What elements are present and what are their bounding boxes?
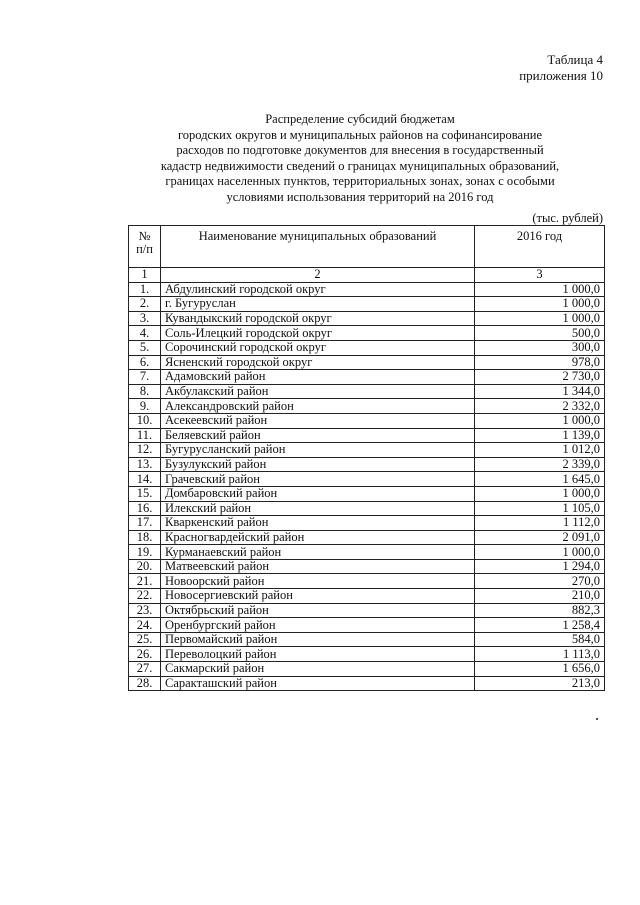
- table-row: [129, 384, 605, 399]
- table-row: [129, 501, 605, 516]
- amount: 1 105,0: [475, 501, 605, 516]
- municipality-name: Ясненский городской округ: [161, 355, 475, 370]
- municipality-name: Курманаевский район: [161, 545, 475, 560]
- amount: 2 091,0: [475, 530, 605, 545]
- table-row: [129, 428, 605, 443]
- amount: 1 258,4: [475, 618, 605, 633]
- row-number: 28.: [129, 676, 161, 691]
- table-row: [129, 311, 605, 326]
- table-row: [129, 647, 605, 662]
- row-number: 22.: [129, 589, 161, 604]
- units-label: (тыс. рублей): [532, 211, 603, 225]
- municipality-name: Абдулинский городской округ: [161, 282, 475, 297]
- header-name: Наименование муниципальных образований: [161, 226, 475, 268]
- table-row: [129, 355, 605, 370]
- table-row: [129, 618, 605, 633]
- appendix-header: [519, 52, 603, 84]
- municipality-name: Бузулукский район: [161, 457, 475, 472]
- municipality-name: Первомайский район: [161, 632, 475, 647]
- row-number: 11.: [129, 428, 161, 443]
- amount: 500,0: [475, 326, 605, 341]
- municipality-name: Октябрьский район: [161, 603, 475, 618]
- row-number: 6.: [129, 355, 161, 370]
- amount: 2 332,0: [475, 399, 605, 414]
- table-row: [129, 530, 605, 545]
- municipality-name: Акбулакский район: [161, 384, 475, 399]
- subsidy-table: [128, 225, 605, 691]
- row-number: 27.: [129, 662, 161, 677]
- index-row: [129, 268, 605, 283]
- header-year: 2016 год: [475, 226, 605, 268]
- amount: 1 012,0: [475, 443, 605, 458]
- row-number: 21.: [129, 574, 161, 589]
- municipality-name: Красногвардейский район: [161, 530, 475, 545]
- table-row: [129, 457, 605, 472]
- municipality-name: Кувандыкский городской округ: [161, 311, 475, 326]
- header-number: № п/п: [129, 226, 161, 268]
- title-line: границах населенных пунктов, территориальных зонах, зонах с особыми: [165, 174, 555, 188]
- municipality-name: Сорочинский городской округ: [161, 340, 475, 355]
- table-row: [129, 632, 605, 647]
- table-row: [129, 413, 605, 428]
- index-cell: 1: [129, 268, 161, 283]
- document-title: [130, 112, 590, 205]
- title-line: условиями использования территорий на 2016 год: [226, 189, 494, 204]
- municipality-name: Соль-Илецкий городской округ: [161, 326, 475, 341]
- row-number: 8.: [129, 384, 161, 399]
- table-row: [129, 297, 605, 312]
- table-row: [129, 545, 605, 560]
- table-row: [129, 589, 605, 604]
- row-number: 20.: [129, 559, 161, 574]
- table-row: [129, 370, 605, 385]
- amount: 2 730,0: [475, 370, 605, 385]
- amount: 300,0: [475, 340, 605, 355]
- table-row: [129, 603, 605, 618]
- municipality-name: Сакмарский район: [161, 662, 475, 677]
- row-number: 18.: [129, 530, 161, 545]
- municipality-name: Новоорский район: [161, 574, 475, 589]
- amount: 882,3: [475, 603, 605, 618]
- index-cell: 3: [475, 268, 605, 283]
- table-row: [129, 574, 605, 589]
- table-number: Таблица 4: [547, 52, 603, 67]
- amount: 1 656,0: [475, 662, 605, 677]
- amount: 584,0: [475, 632, 605, 647]
- table-row: [129, 443, 605, 458]
- municipality-name: Адамовский район: [161, 370, 475, 385]
- table-row: [129, 662, 605, 677]
- scan-dot: [596, 718, 598, 720]
- table-row: [129, 326, 605, 341]
- row-number: 23.: [129, 603, 161, 618]
- amount: 213,0: [475, 676, 605, 691]
- row-number: 14.: [129, 472, 161, 487]
- table-body: [129, 282, 605, 691]
- row-number: 9.: [129, 399, 161, 414]
- municipality-name: Бугурусланский район: [161, 443, 475, 458]
- row-number: 26.: [129, 647, 161, 662]
- table-row: [129, 340, 605, 355]
- amount: 1 000,0: [475, 311, 605, 326]
- row-number: 5.: [129, 340, 161, 355]
- row-number: 7.: [129, 370, 161, 385]
- title-line: кадастр недвижимости сведений о границах муниципальных образований,: [160, 158, 560, 173]
- amount: 1 294,0: [475, 559, 605, 574]
- title-line: городских округов и муниципальных районов на софинансирование: [177, 127, 542, 142]
- table-row: [129, 676, 605, 691]
- amount: 1 113,0: [475, 647, 605, 662]
- municipality-name: Кваркенский район: [161, 516, 475, 531]
- row-number: 3.: [129, 311, 161, 326]
- amount: 1 645,0: [475, 472, 605, 487]
- municipality-name: Беляевский район: [161, 428, 475, 443]
- table-row: [129, 472, 605, 487]
- row-number: 19.: [129, 545, 161, 560]
- row-number: 10.: [129, 413, 161, 428]
- title-line: Распределение субсидий бюджетам: [265, 112, 455, 126]
- row-number: 13.: [129, 457, 161, 472]
- row-number: 1.: [129, 282, 161, 297]
- amount: 978,0: [475, 355, 605, 370]
- table-row: [129, 399, 605, 414]
- amount: 2 339,0: [475, 457, 605, 472]
- amount: 1 000,0: [475, 545, 605, 560]
- municipality-name: Илекский район: [161, 501, 475, 516]
- index-cell: 2: [161, 268, 475, 283]
- row-number: 12.: [129, 443, 161, 458]
- table-row: [129, 486, 605, 501]
- amount: 210,0: [475, 589, 605, 604]
- municipality-name: Переволоцкий район: [161, 647, 475, 662]
- municipality-name: г. Бугуруслан: [161, 297, 475, 312]
- row-number: 2.: [129, 297, 161, 312]
- row-number: 4.: [129, 326, 161, 341]
- header-row: [129, 226, 605, 268]
- amount: 1 000,0: [475, 297, 605, 312]
- table-row: [129, 282, 605, 297]
- municipality-name: Асекеевский район: [161, 413, 475, 428]
- row-number: 15.: [129, 486, 161, 501]
- municipality-name: Новосергиевский район: [161, 589, 475, 604]
- municipality-name: Саракташский район: [161, 676, 475, 691]
- amount: 1 139,0: [475, 428, 605, 443]
- municipality-name: Оренбургский район: [161, 618, 475, 633]
- appendix-number: приложения 10: [519, 68, 603, 83]
- row-number: 24.: [129, 618, 161, 633]
- municipality-name: Матвеевский район: [161, 559, 475, 574]
- municipality-name: Домбаровский район: [161, 486, 475, 501]
- amount: 1 000,0: [475, 486, 605, 501]
- table-row: [129, 516, 605, 531]
- row-number: 25.: [129, 632, 161, 647]
- row-number: 17.: [129, 516, 161, 531]
- municipality-name: Александровский район: [161, 399, 475, 414]
- row-number: 16.: [129, 501, 161, 516]
- municipality-name: Грачевский район: [161, 472, 475, 487]
- amount: 270,0: [475, 574, 605, 589]
- amount: 1 112,0: [475, 516, 605, 531]
- amount: 1 000,0: [475, 282, 605, 297]
- table-row: [129, 559, 605, 574]
- title-line: расходов по подготовке документов для внесения в государственный: [176, 143, 544, 157]
- amount: 1 000,0: [475, 413, 605, 428]
- amount: 1 344,0: [475, 384, 605, 399]
